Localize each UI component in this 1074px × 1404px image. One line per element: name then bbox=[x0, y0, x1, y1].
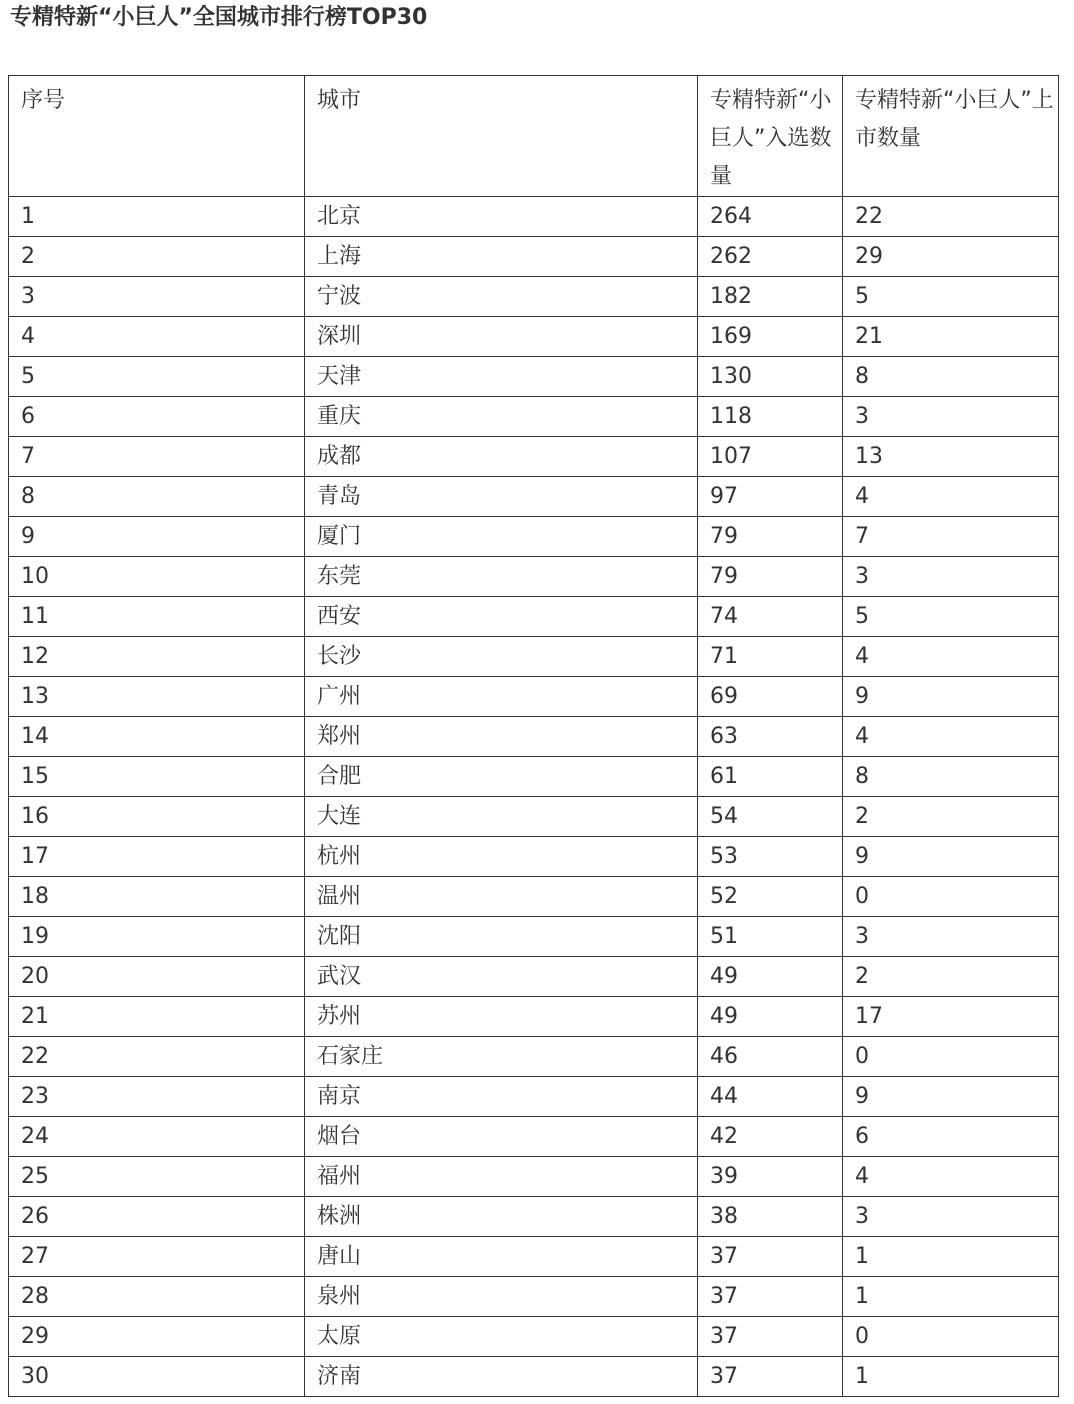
cell-listed-count: 5 bbox=[843, 277, 1059, 317]
table-row bbox=[9, 1317, 1059, 1357]
cell-listed-count: 3 bbox=[843, 557, 1059, 597]
cell-rank: 8 bbox=[9, 477, 305, 517]
cell-listed-count: 0 bbox=[843, 1317, 1059, 1357]
cell-city: 北京 bbox=[305, 197, 698, 237]
table-row bbox=[9, 237, 1059, 277]
header-city: 城市 bbox=[305, 76, 698, 197]
table-row bbox=[9, 437, 1059, 477]
table-row bbox=[9, 837, 1059, 877]
cell-selected-count: 169 bbox=[698, 317, 843, 357]
cell-selected-count: 37 bbox=[698, 1277, 843, 1317]
cell-city: 杭州 bbox=[305, 837, 698, 877]
cell-listed-count: 4 bbox=[843, 1157, 1059, 1197]
cell-selected-count: 37 bbox=[698, 1317, 843, 1357]
cell-rank: 15 bbox=[9, 757, 305, 797]
cell-rank: 3 bbox=[9, 277, 305, 317]
cell-city: 唐山 bbox=[305, 1237, 698, 1277]
table-row bbox=[9, 997, 1059, 1037]
cell-rank: 6 bbox=[9, 397, 305, 437]
cell-rank: 7 bbox=[9, 437, 305, 477]
page-title: 专精特新“小巨人”全国城市排行榜TOP30 bbox=[10, 5, 428, 30]
cell-listed-count: 1 bbox=[843, 1357, 1059, 1397]
cell-rank: 17 bbox=[9, 837, 305, 877]
cell-city: 天津 bbox=[305, 357, 698, 397]
cell-rank: 25 bbox=[9, 1157, 305, 1197]
cell-rank: 14 bbox=[9, 717, 305, 757]
cell-rank: 24 bbox=[9, 1117, 305, 1157]
cell-rank: 23 bbox=[9, 1077, 305, 1117]
cell-city: 沈阳 bbox=[305, 917, 698, 957]
cell-selected-count: 51 bbox=[698, 917, 843, 957]
cell-listed-count: 9 bbox=[843, 1077, 1059, 1117]
cell-selected-count: 264 bbox=[698, 197, 843, 237]
cell-listed-count: 4 bbox=[843, 477, 1059, 517]
cell-city: 株洲 bbox=[305, 1197, 698, 1237]
cell-rank: 21 bbox=[9, 997, 305, 1037]
header-rank: 序号 bbox=[9, 76, 305, 197]
cell-city: 青岛 bbox=[305, 477, 698, 517]
cell-rank: 11 bbox=[9, 597, 305, 637]
cell-rank: 30 bbox=[9, 1357, 305, 1397]
cell-selected-count: 54 bbox=[698, 797, 843, 837]
cell-selected-count: 39 bbox=[698, 1157, 843, 1197]
cell-city: 温州 bbox=[305, 877, 698, 917]
cell-listed-count: 8 bbox=[843, 757, 1059, 797]
table-row bbox=[9, 557, 1059, 597]
cell-rank: 12 bbox=[9, 637, 305, 677]
table-row bbox=[9, 1237, 1059, 1277]
table-row bbox=[9, 597, 1059, 637]
table-row bbox=[9, 357, 1059, 397]
cell-selected-count: 262 bbox=[698, 237, 843, 277]
table-row bbox=[9, 917, 1059, 957]
table-row bbox=[9, 677, 1059, 717]
cell-listed-count: 6 bbox=[843, 1117, 1059, 1157]
cell-rank: 22 bbox=[9, 1037, 305, 1077]
cell-city: 厦门 bbox=[305, 517, 698, 557]
cell-listed-count: 3 bbox=[843, 397, 1059, 437]
cell-listed-count: 9 bbox=[843, 837, 1059, 877]
table-row bbox=[9, 1037, 1059, 1077]
cell-listed-count: 17 bbox=[843, 997, 1059, 1037]
cell-city: 宁波 bbox=[305, 277, 698, 317]
cell-listed-count: 29 bbox=[843, 237, 1059, 277]
cell-selected-count: 79 bbox=[698, 557, 843, 597]
cell-city: 深圳 bbox=[305, 317, 698, 357]
cell-listed-count: 0 bbox=[843, 877, 1059, 917]
header-listed-count: 专精特新“小巨人”上市数量 bbox=[843, 76, 1059, 197]
cell-city: 烟台 bbox=[305, 1117, 698, 1157]
cell-listed-count: 4 bbox=[843, 717, 1059, 757]
cell-selected-count: 69 bbox=[698, 677, 843, 717]
cell-listed-count: 22 bbox=[843, 197, 1059, 237]
cell-listed-count: 3 bbox=[843, 917, 1059, 957]
cell-city: 南京 bbox=[305, 1077, 698, 1117]
cell-city: 郑州 bbox=[305, 717, 698, 757]
cell-selected-count: 49 bbox=[698, 997, 843, 1037]
table-row bbox=[9, 1157, 1059, 1197]
cell-selected-count: 74 bbox=[698, 597, 843, 637]
cell-rank: 27 bbox=[9, 1237, 305, 1277]
cell-city: 上海 bbox=[305, 237, 698, 277]
table-row bbox=[9, 477, 1059, 517]
cell-city: 西安 bbox=[305, 597, 698, 637]
table-row bbox=[9, 1277, 1059, 1317]
cell-rank: 9 bbox=[9, 517, 305, 557]
table-row bbox=[9, 1077, 1059, 1117]
cell-listed-count: 7 bbox=[843, 517, 1059, 557]
cell-listed-count: 4 bbox=[843, 637, 1059, 677]
cell-rank: 13 bbox=[9, 677, 305, 717]
header-selected-count: 专精特新“小巨人”入选数量 bbox=[698, 76, 843, 197]
cell-listed-count: 13 bbox=[843, 437, 1059, 477]
cell-selected-count: 79 bbox=[698, 517, 843, 557]
cell-rank: 28 bbox=[9, 1277, 305, 1317]
cell-rank: 19 bbox=[9, 917, 305, 957]
table-header-row bbox=[9, 76, 1059, 197]
cell-selected-count: 107 bbox=[698, 437, 843, 477]
cell-city: 大连 bbox=[305, 797, 698, 837]
cell-listed-count: 21 bbox=[843, 317, 1059, 357]
cell-city: 泉州 bbox=[305, 1277, 698, 1317]
cell-city: 合肥 bbox=[305, 757, 698, 797]
table-row bbox=[9, 637, 1059, 677]
cell-selected-count: 42 bbox=[698, 1117, 843, 1157]
table-row bbox=[9, 717, 1059, 757]
ranking-table bbox=[8, 75, 1059, 1397]
cell-rank: 2 bbox=[9, 237, 305, 277]
table-row bbox=[9, 757, 1059, 797]
cell-city: 苏州 bbox=[305, 997, 698, 1037]
cell-selected-count: 118 bbox=[698, 397, 843, 437]
table-row bbox=[9, 1117, 1059, 1157]
cell-city: 武汉 bbox=[305, 957, 698, 997]
cell-selected-count: 37 bbox=[698, 1237, 843, 1277]
cell-listed-count: 1 bbox=[843, 1277, 1059, 1317]
cell-rank: 1 bbox=[9, 197, 305, 237]
cell-listed-count: 8 bbox=[843, 357, 1059, 397]
table-row bbox=[9, 1197, 1059, 1237]
table-row bbox=[9, 957, 1059, 997]
cell-city: 成都 bbox=[305, 437, 698, 477]
cell-rank: 29 bbox=[9, 1317, 305, 1357]
cell-city: 太原 bbox=[305, 1317, 698, 1357]
cell-rank: 18 bbox=[9, 877, 305, 917]
table-row bbox=[9, 797, 1059, 837]
cell-selected-count: 53 bbox=[698, 837, 843, 877]
cell-city: 重庆 bbox=[305, 397, 698, 437]
cell-selected-count: 97 bbox=[698, 477, 843, 517]
cell-listed-count: 1 bbox=[843, 1237, 1059, 1277]
cell-listed-count: 2 bbox=[843, 957, 1059, 997]
cell-selected-count: 182 bbox=[698, 277, 843, 317]
table-row bbox=[9, 197, 1059, 237]
table-row bbox=[9, 397, 1059, 437]
cell-listed-count: 5 bbox=[843, 597, 1059, 637]
cell-selected-count: 37 bbox=[698, 1357, 843, 1397]
cell-city: 长沙 bbox=[305, 637, 698, 677]
cell-rank: 16 bbox=[9, 797, 305, 837]
cell-selected-count: 44 bbox=[698, 1077, 843, 1117]
cell-selected-count: 71 bbox=[698, 637, 843, 677]
cell-listed-count: 3 bbox=[843, 1197, 1059, 1237]
table-row bbox=[9, 277, 1059, 317]
cell-selected-count: 49 bbox=[698, 957, 843, 997]
table-body bbox=[9, 197, 1059, 1397]
cell-listed-count: 0 bbox=[843, 1037, 1059, 1077]
cell-city: 广州 bbox=[305, 677, 698, 717]
cell-selected-count: 46 bbox=[698, 1037, 843, 1077]
cell-city: 济南 bbox=[305, 1357, 698, 1397]
table-row bbox=[9, 877, 1059, 917]
cell-city: 石家庄 bbox=[305, 1037, 698, 1077]
table-row bbox=[9, 317, 1059, 357]
cell-city: 东莞 bbox=[305, 557, 698, 597]
cell-selected-count: 61 bbox=[698, 757, 843, 797]
cell-rank: 4 bbox=[9, 317, 305, 357]
cell-selected-count: 63 bbox=[698, 717, 843, 757]
cell-city: 福州 bbox=[305, 1157, 698, 1197]
cell-rank: 20 bbox=[9, 957, 305, 997]
cell-selected-count: 38 bbox=[698, 1197, 843, 1237]
cell-listed-count: 2 bbox=[843, 797, 1059, 837]
cell-selected-count: 130 bbox=[698, 357, 843, 397]
cell-rank: 26 bbox=[9, 1197, 305, 1237]
cell-selected-count: 52 bbox=[698, 877, 843, 917]
cell-rank: 10 bbox=[9, 557, 305, 597]
table-row bbox=[9, 517, 1059, 557]
cell-listed-count: 9 bbox=[843, 677, 1059, 717]
table-row bbox=[9, 1357, 1059, 1397]
cell-rank: 5 bbox=[9, 357, 305, 397]
